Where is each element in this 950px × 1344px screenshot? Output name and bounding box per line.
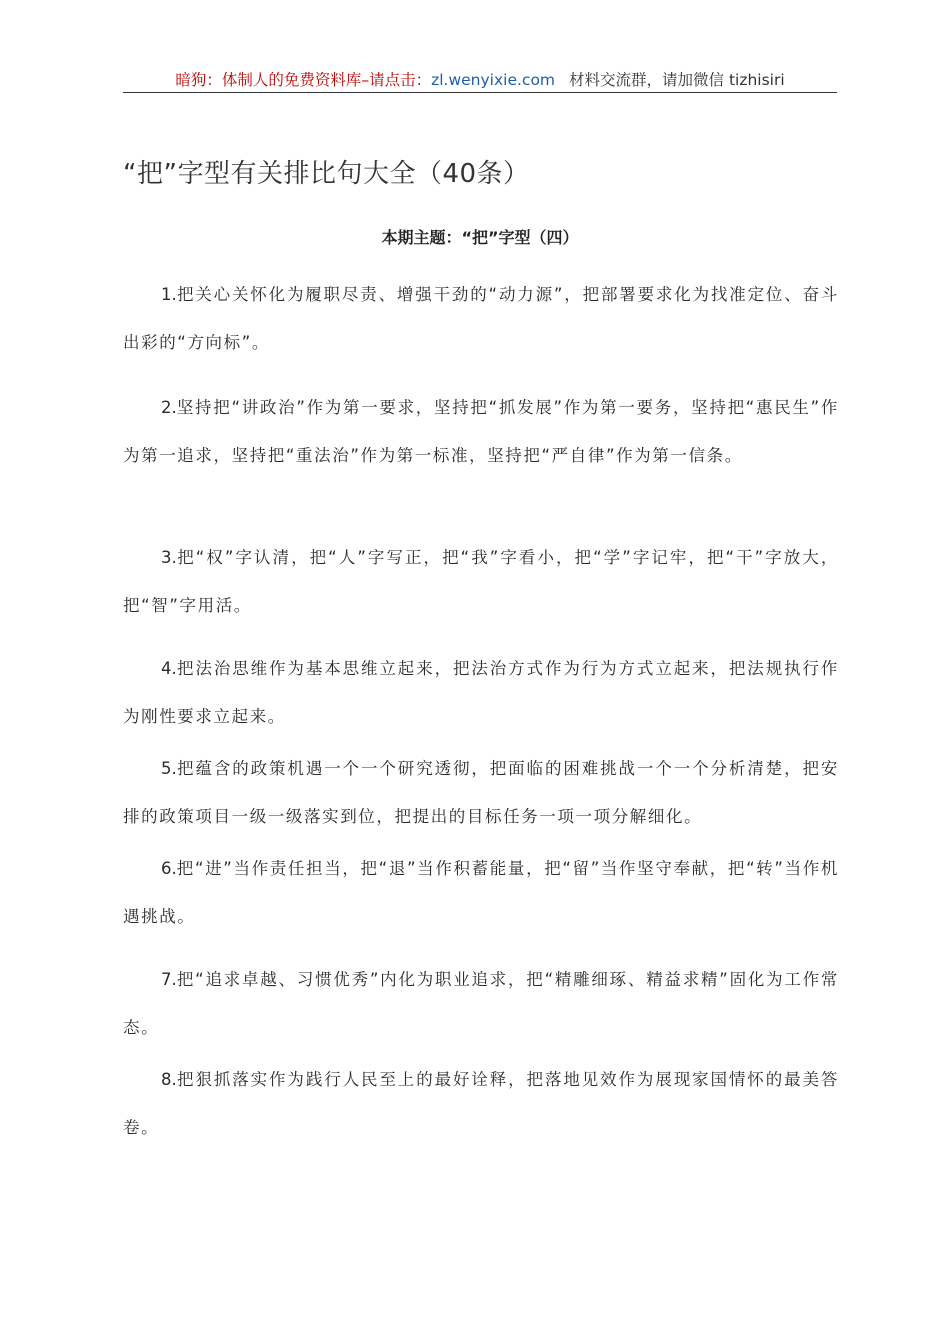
list-item: 2.坚持把“讲政治”作为第一要求，坚持把“抓发展”作为第一要务，坚持把“惠民生”作为第一追求，坚持把“重法治”作为第一标准，坚持把“严自律”作为第一信条。 — [123, 398, 839, 465]
list-item: 1.把关心关怀化为履职尽责、增强干劲的“动力源”，把部署要求化为找准定位、奋斗出彩的“方向标”。 — [123, 285, 839, 352]
header-brand: 暗狗：体制人的免费资料库 — [175, 71, 362, 89]
header-wechat-note: 材料交流群，请加微信 tizhisiri — [569, 71, 785, 89]
list-item: 8.把狠抓落实作为践行人民至上的最好诠释，把落地见效作为展现家国情怀的最美答卷。 — [123, 1070, 839, 1137]
list-item: 5.把蕴含的政策机遇一个一个研究透彻，把面临的困难挑战一个一个分析清楚，把安排的政策项目一级一级落实到位，把提出的目标任务一项一项分解细化。 — [123, 759, 839, 826]
list-item: 6.把“进”当作责任担当，把“退”当作积蓄能量，把“留”当作坚守奉献，把“转”当作机遇挑战。 — [123, 859, 839, 926]
header-url-link[interactable]: zl.wenyixie.com — [431, 71, 556, 89]
document-title: “把”字型有关排比句大全（40条） — [123, 159, 530, 189]
document-subtitle: 本期主题：“把”字型（四） — [381, 228, 579, 247]
list-item: 3.把“权”字认清，把“人”字写正，把“我”字看小，把“学”字记牢，把“干”字放大，把“智”字用活。 — [123, 548, 839, 615]
list-item: 4.把法治思维作为基本思维立起来，把法治方式作为行为方式立起来，把法规执行作为刚性要求立起来。 — [123, 659, 839, 726]
header-prompt: –请点击： — [361, 71, 432, 89]
list-item: 7.把“追求卓越、习惯优秀”内化为职业追求，把“精雕细琢、精益求精”固化为工作常态。 — [123, 970, 839, 1037]
page-header — [123, 68, 837, 93]
